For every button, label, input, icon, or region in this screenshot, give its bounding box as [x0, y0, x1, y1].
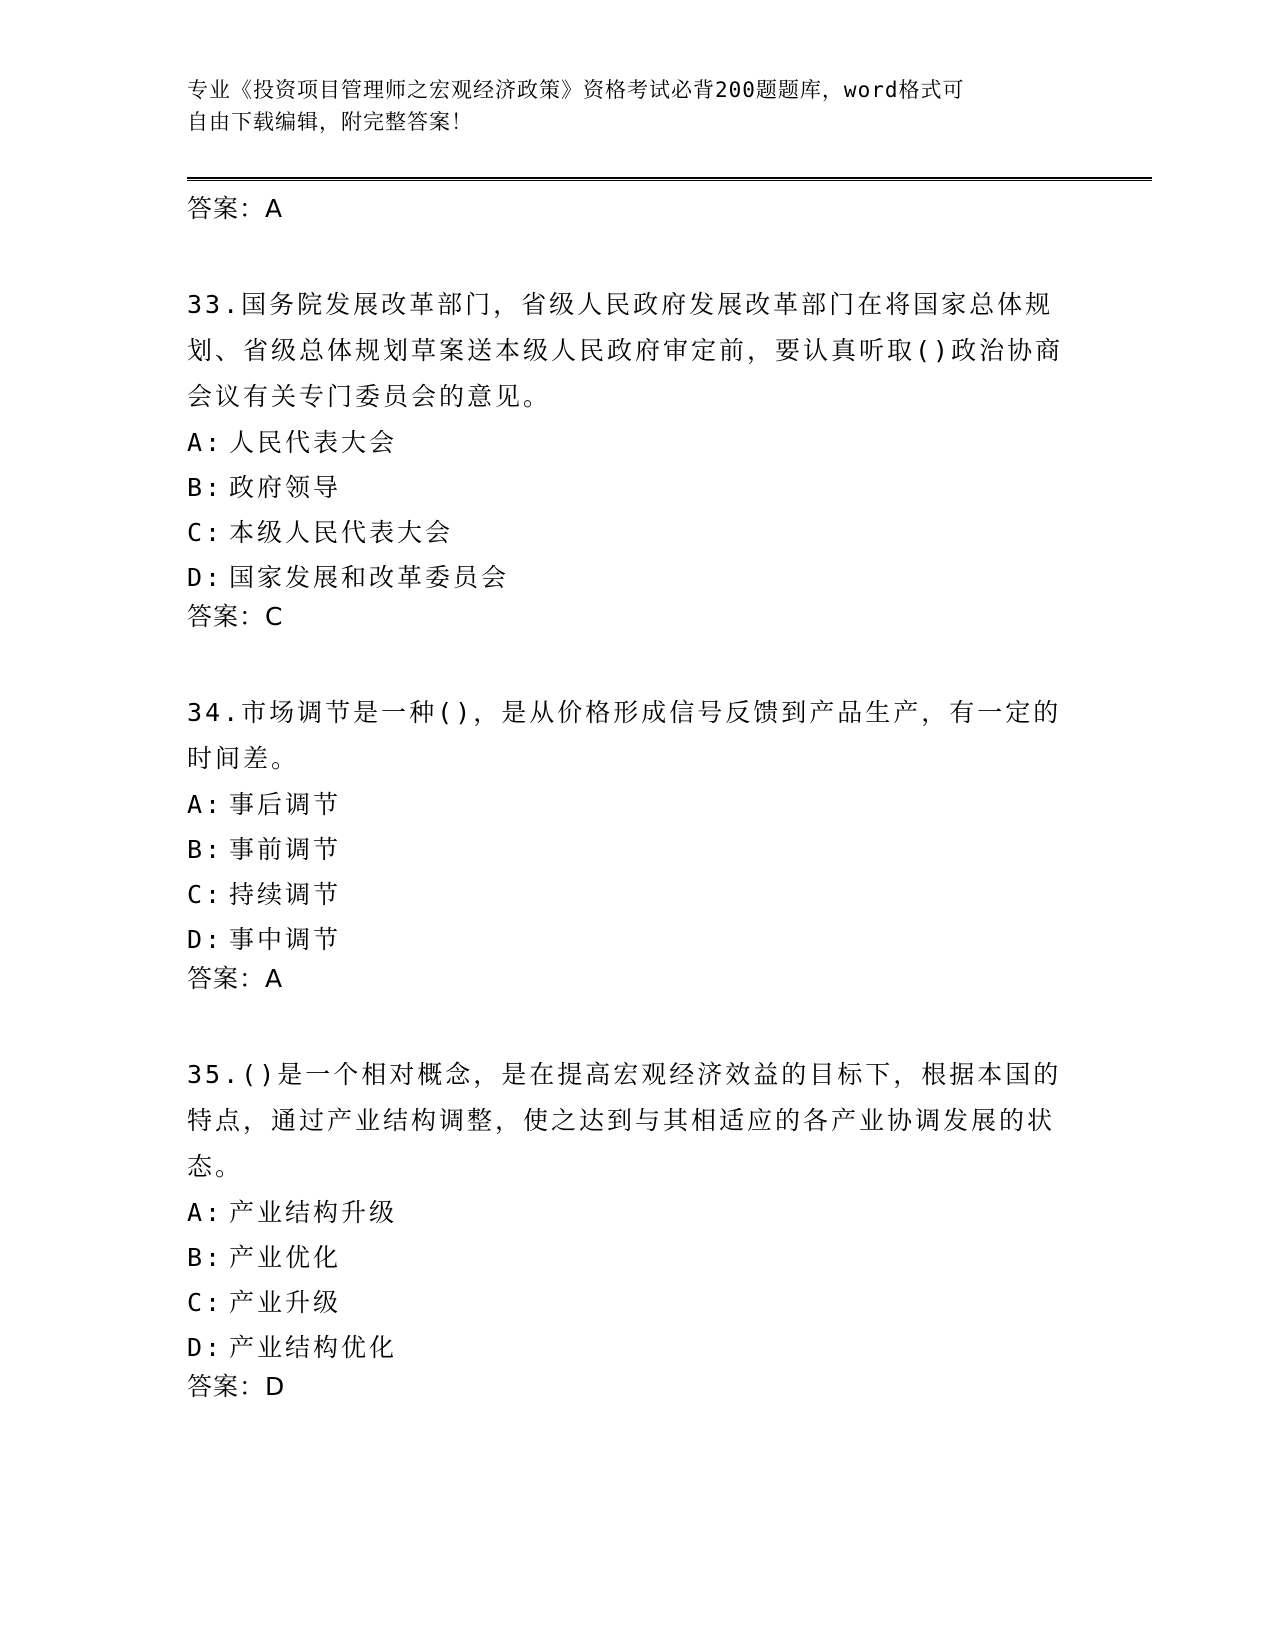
- option-key: A:: [187, 790, 224, 819]
- question-34: [187, 690, 1087, 996]
- question-35: [187, 1052, 1087, 1404]
- option-key: D:: [187, 925, 224, 954]
- option-text: 事前调节: [229, 835, 342, 864]
- option-text: 持续调节: [229, 880, 342, 909]
- option-c: [187, 510, 1087, 555]
- option-a: [187, 782, 1087, 827]
- question-text: 35.()是一个相对概念，是在提高宏观经济效益的目标下，根据本国的特点，通过产业结构调整，使之达到与其相适应的各产业协调发展的状态。: [187, 1060, 1062, 1181]
- page-header: [187, 74, 1067, 138]
- option-key: C:: [187, 1288, 224, 1317]
- option-text: 产业结构优化: [229, 1333, 398, 1362]
- option-b: [187, 827, 1087, 872]
- answer-line: [187, 962, 1087, 996]
- answer-label: 答案：: [187, 964, 266, 993]
- option-key: D:: [187, 563, 224, 592]
- option-key: A:: [187, 428, 224, 457]
- header-divider: [187, 177, 1152, 181]
- option-text: 本级人民代表大会: [229, 518, 454, 547]
- option-text: 国家发展和改革委员会: [229, 563, 510, 592]
- option-d: [187, 1325, 1087, 1370]
- document-body: [187, 192, 1087, 1404]
- option-b: [187, 465, 1087, 510]
- answer-line: [187, 1370, 1087, 1404]
- option-b: [187, 1235, 1087, 1280]
- option-key: D:: [187, 1333, 224, 1362]
- option-a: [187, 1190, 1087, 1235]
- answer-line: [187, 192, 1087, 226]
- answer-label: 答案：: [187, 1372, 266, 1401]
- option-text: 人民代表大会: [229, 428, 398, 457]
- option-c: [187, 872, 1087, 917]
- option-text: 产业升级: [229, 1288, 342, 1317]
- option-key: B:: [187, 835, 224, 864]
- option-key: B:: [187, 473, 224, 502]
- question-text: 34.市场调节是一种()，是从价格形成信号反馈到产品生产，有一定的时间差。: [187, 698, 1062, 773]
- option-a: [187, 420, 1087, 465]
- option-c: [187, 1280, 1087, 1325]
- option-text: 事中调节: [229, 925, 342, 954]
- option-key: C:: [187, 518, 224, 547]
- option-text: 事后调节: [229, 790, 342, 819]
- option-text: 产业结构升级: [229, 1198, 398, 1227]
- answer-value: A: [265, 964, 284, 993]
- option-text: 产业优化: [229, 1243, 342, 1272]
- option-text: 政府领导: [229, 473, 342, 502]
- option-d: [187, 917, 1087, 962]
- answer-label: 答案：: [187, 194, 266, 223]
- answer-value: D: [265, 1372, 286, 1401]
- option-key: B:: [187, 1243, 224, 1272]
- answer-value: C: [265, 602, 284, 631]
- header-line-1: 专业《投资项目管理师之宏观经济政策》资格考试必背200题题库，word格式可: [187, 78, 965, 102]
- option-d: [187, 555, 1087, 600]
- question-33: [187, 282, 1087, 634]
- question-text: 33.国务院发展改革部门，省级人民政府发展改革部门在将国家总体规划、省级总体规划草案送本级人民政府审定前，要认真听取()政治协商会议有关专门委员会的意见。: [187, 290, 1064, 411]
- option-key: C:: [187, 880, 224, 909]
- answer-line: [187, 600, 1087, 634]
- answer-label: 答案：: [187, 602, 266, 631]
- header-line-2: 自由下载编辑，附完整答案！: [187, 110, 473, 134]
- answer-value: A: [265, 194, 284, 223]
- option-key: A:: [187, 1198, 224, 1227]
